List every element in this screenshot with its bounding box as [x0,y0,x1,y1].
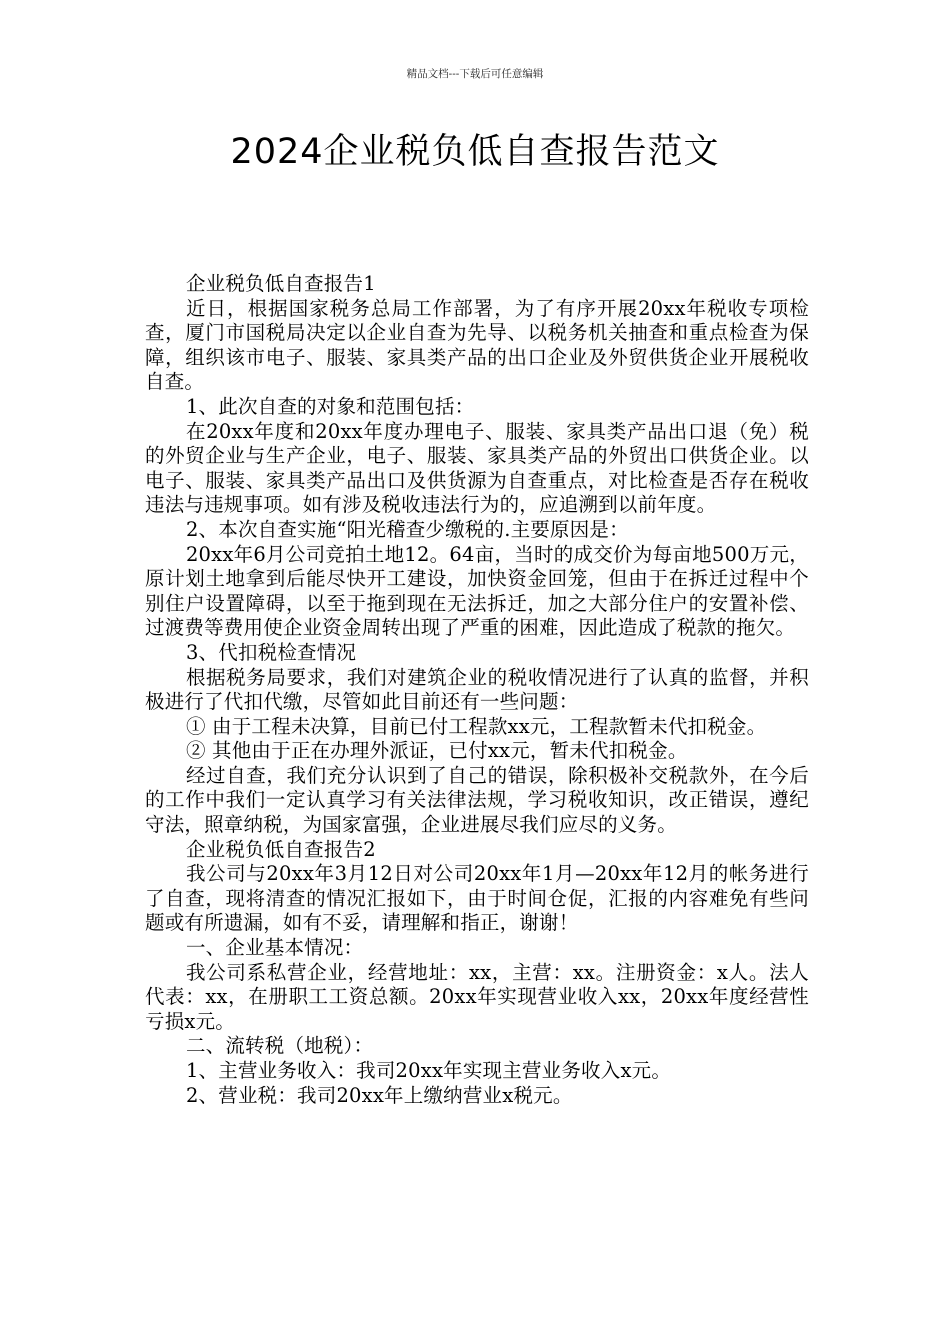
list-item-1: ① 由于工程未决算，目前已付工程款xx元，工程款暂未代扣税金。 [185,714,767,738]
paragraph-withholding: 根据税务局要求，我们对建筑企业的税收情况进行了认真的监督，并积极进行了代扣代缴，尽管如此目前还有一些问题： [145,665,809,714]
paragraph-business-tax: 2、营业税：我司20xx年上缴纳营业x税元。 [185,1083,573,1107]
paragraph-intro: 近日，根据国家税务总局工作部署，为了有序开展20xx年税收专项检查，厦门市国税局决定以企业自查为先导、以税务机关抽查和重点检查为保障，组织该市电子、服装、家具类产品的出口企业及外贸供货企业开展税收自查。 [145,296,809,394]
item-heading-scope: 1、此次自查的对象和范围包括： [185,394,475,418]
paragraph-basic-info: 我公司系私营企业，经营地址：xx，主营：xx。注册资金：x人。法人代表：xx，在册职工工资总额。20xx年实现营业收入xx，20xx年度经营性亏损x元。 [145,960,809,1033]
header-note: 精品文档---下载后可任意编辑 [406,68,544,80]
item-heading-basic-info: 一、企业基本情况： [185,936,364,960]
paragraph-scope: 在20xx年度和20xx年度办理电子、服装、家具类产品出口退（免）税的外贸企业与生产企业，电子、服装、家具类产品的外贸出口供货企业。以电子、服装、家具类产品出口及供货源为自查重点，对比检查是否存在税收违法与违规事项。如有涉及税收违法行为的，应追溯到以前年度。 [145,419,809,517]
paragraph-reasons: 20xx年6月公司竞拍土地12。64亩，当时的成交价为每亩地500万元，原计划土地拿到后能尽快开工建设，加快资金回笼，但由于在拆迁过程中个别住户设置障碍，以至于拖到现在无法拆迁，加之大部分住户的安置补偿、过渡费等费用使企业资金周转出现了严重的困难，因此造成了税款的拖欠。 [145,542,809,640]
section-heading-report-2: 企业税负低自查报告2 [185,837,376,861]
document-title: 2024企业税负低自查报告范文 [230,132,720,172]
item-heading-reasons: 2、本次自查实施“阳光稽查少缴税的.主要原因是： [185,517,629,541]
paragraph-report-2-intro: 我公司与20xx年3月12日对公司20xx年1月—20xx年12月的帐务进行了自查，现将清查的情况汇报如下，由于时间仓促，汇报的内容难免有些问题或有所遗漏，如有不妥，请理解和指正，谢谢！ [145,862,809,935]
paragraph-main-revenue: 1、主营业务收入：我司20xx年实现主营业务收入x元。 [185,1059,672,1082]
item-heading-turnover-tax: 二、流转税（地税）： [185,1034,374,1058]
item-heading-withholding: 3、代扣税检查情况 [185,640,357,664]
section-heading-report-1: 企业税负低自查报告1 [185,272,376,295]
list-item-2: ② 其他由于正在办理外派证，已付xx元，暂未代扣税金。 [185,739,688,763]
document-body [145,272,809,1108]
paragraph-conclusion: 经过自查，我们充分认识到了自己的错误，除积极补交税款外，在今后的工作中我们一定认真学习有关法律法规，学习税收知识，改正错误，遵纪守法，照章纳税，为国家富强，企业进展尽我们应尽的义务。 [145,763,809,837]
